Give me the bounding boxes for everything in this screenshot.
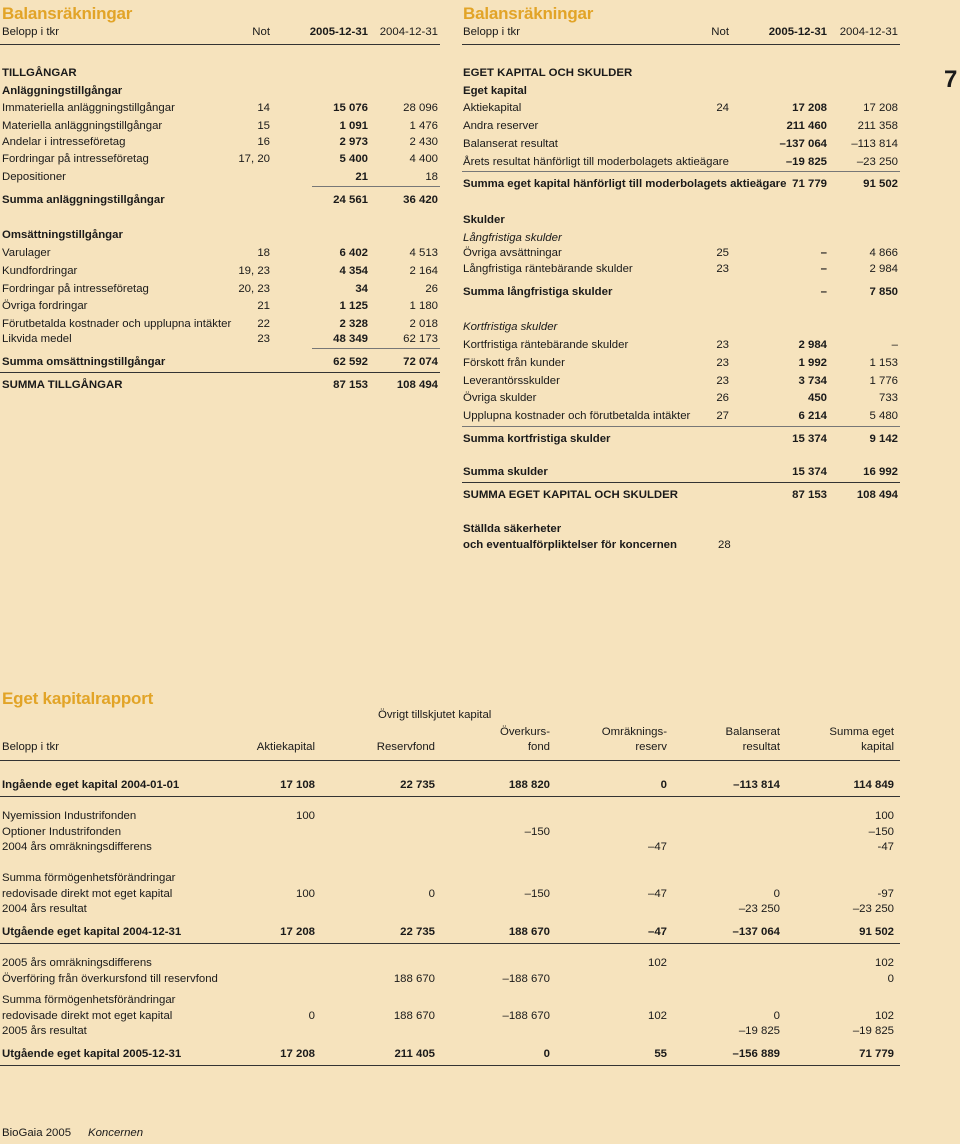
cell-omrakningsreserv: –47 [647, 841, 667, 853]
row-value-2004: 18 [425, 171, 438, 183]
cell-summa-eget-kapital: 114 849 [853, 779, 894, 791]
row-label: Aktiekapital [463, 102, 522, 114]
equity-rule-opening [0, 796, 900, 797]
row-value-2005: 2 328 [339, 318, 368, 330]
row-label: Övriga avsättningar [463, 247, 562, 259]
row-value-2005: 48 349 [333, 333, 368, 345]
balance-row [463, 320, 898, 335]
balance-row [2, 193, 438, 208]
equity-row-label: Optioner Industrifonden [2, 826, 122, 838]
equity-row-label: Utgående eget kapital 2005-12-31 [2, 1048, 182, 1060]
right-column-header [463, 25, 898, 40]
cell-aktiekapital: 17 108 [280, 779, 315, 791]
row-label: Summa eget kapital hänförligt till moderbolagets aktieägare [463, 178, 787, 190]
row-label: EGET KAPITAL OCH SKULDER [463, 67, 633, 79]
balance-row [463, 155, 898, 170]
equity-header-omrakning-1: Omräknings- [601, 726, 667, 738]
page-number: 7 [944, 66, 958, 93]
equity-header-reservfond: Reservfond [376, 741, 435, 753]
balance-row [463, 465, 898, 480]
balance-row [2, 66, 438, 81]
cell-aktiekapital: 17 208 [280, 1048, 315, 1060]
row-note: 14 [257, 102, 270, 114]
row-label: Summa långfristiga skulder [463, 286, 613, 298]
row-label: Materiella anläggningstillgångar [2, 120, 163, 132]
equity-row [0, 902, 896, 917]
cell-balanserat-resultat: 0 [773, 888, 780, 900]
row-value-2004: 2 018 [409, 318, 438, 330]
row-note: 15 [257, 120, 270, 132]
row-note: 23 [716, 263, 729, 275]
row-label: Varulager [2, 247, 51, 259]
right-title: Balansräkningar [463, 4, 594, 23]
equity-row [0, 972, 896, 987]
balance-row [2, 135, 438, 150]
row-value-2005: 6 214 [798, 410, 827, 422]
row-label: Anläggningstillgångar [2, 85, 123, 97]
row-value-2004: 9 142 [869, 433, 898, 445]
balance-row [2, 378, 438, 393]
row-value-2005: –19 825 [785, 156, 827, 168]
balance-row [463, 84, 898, 99]
row-value-2005: 15 374 [792, 433, 827, 445]
right-total-rule [462, 482, 900, 483]
cell-omrakningsreserv: 102 [647, 1010, 667, 1022]
equity-header-aktiekapital: Aktiekapital [256, 741, 315, 753]
row-value-2004: 16 992 [863, 466, 898, 478]
cell-reservfond: 211 405 [394, 1048, 435, 1060]
cell-balanserat-resultat: –156 889 [732, 1048, 780, 1060]
cell-summa-eget-kapital: -47 [877, 841, 894, 853]
equity-row [0, 871, 896, 886]
left-total-rule [0, 372, 440, 373]
balance-row [463, 262, 898, 277]
row-value-2005: 34 [355, 283, 368, 295]
row-value-2005: 62 592 [333, 356, 368, 368]
row-value-2004: 108 494 [856, 489, 898, 501]
equity-header-rule [0, 760, 900, 761]
row-value-2005: 3 734 [798, 375, 827, 387]
balance-row [463, 432, 898, 447]
row-label: Summa kortfristiga skulder [463, 433, 611, 445]
equity-row-label: Överföring från överkursfond till reservfond [2, 973, 218, 985]
row-value-2005: 2 973 [339, 136, 368, 148]
balance-row [2, 119, 438, 134]
row-label: Kortfristiga skulder [463, 321, 558, 333]
row-value-2004: 108 494 [396, 379, 438, 391]
row-label: Fordringar på intresseföretag [2, 283, 149, 295]
balance-row [463, 409, 898, 424]
row-value-2005: 17 208 [792, 102, 827, 114]
equity-row [0, 1047, 896, 1062]
cell-balanserat-resultat: 0 [773, 1010, 780, 1022]
equity-row [0, 993, 896, 1008]
balance-row [463, 285, 898, 300]
equity-row [0, 956, 896, 971]
equity-row-label: 2005 års omräkningsdifferens [2, 957, 152, 969]
cell-summa-eget-kapital: -97 [877, 888, 894, 900]
equity-row-label: Nyemission Industrifonden [2, 810, 137, 822]
cell-overkursfond: 188 670 [508, 926, 550, 938]
cell-reservfond: 22 735 [400, 926, 435, 938]
cell-balanserat-resultat: –113 814 [733, 779, 780, 791]
row-value-2004: 72 074 [403, 356, 438, 368]
balance-row [463, 356, 898, 371]
row-label: Balanserat resultat [463, 138, 558, 150]
balance-row [463, 66, 898, 81]
equity-header-overkurs-1: Överkurs- [500, 726, 550, 738]
row-value-2005: – [820, 286, 827, 298]
cell-reservfond: 0 [428, 888, 435, 900]
row-value-2005: 2 984 [798, 339, 827, 351]
balance-row [2, 317, 438, 332]
row-note: 19, 23 [238, 265, 270, 277]
right-header-rule [462, 44, 900, 45]
cell-summa-eget-kapital: –23 250 [852, 903, 894, 915]
equity-header-balanserat-2: resultat [742, 741, 780, 753]
balance-row [2, 264, 438, 279]
row-value-2005: 1 125 [339, 300, 368, 312]
right-header-2004: 2004-12-31 [839, 26, 898, 38]
equity-row-label: 2005 års resultat [2, 1025, 87, 1037]
cell-overkursfond: –188 670 [502, 1010, 550, 1022]
equity-row-label: 2004 års resultat [2, 903, 87, 915]
row-value-2004: 2 430 [409, 136, 438, 148]
pledged-note: 28 [718, 539, 731, 551]
cell-reservfond: 22 735 [400, 779, 435, 791]
row-label: Kundfordringar [2, 265, 78, 277]
row-value-2004: –23 250 [856, 156, 898, 168]
cell-overkursfond: 188 820 [508, 779, 550, 791]
balance-row [463, 488, 898, 503]
row-note: 26 [716, 392, 729, 404]
row-label: Kortfristiga räntebärande skulder [463, 339, 629, 351]
balance-row [2, 84, 438, 99]
balance-row [463, 246, 898, 261]
row-label: Summa skulder [463, 466, 548, 478]
equity-rule-2005 [0, 1065, 900, 1066]
row-note: 24 [716, 102, 729, 114]
row-note: 23 [716, 375, 729, 387]
row-label: Summa omsättningstillgångar [2, 356, 166, 368]
row-label: Immateriella anläggningstillgångar [2, 102, 175, 114]
balance-row [463, 231, 898, 246]
cell-overkursfond: –150 [524, 888, 550, 900]
row-value-2004: 211 358 [857, 120, 898, 132]
left-header-label: Belopp i tkr [2, 26, 59, 38]
right-header-not: Not [711, 26, 729, 38]
right-subtotal-rule-2 [462, 426, 900, 427]
row-label: Eget kapital [463, 85, 527, 97]
row-label: Övriga fordringar [2, 300, 88, 312]
row-value-2004: 2 984 [869, 263, 898, 275]
row-label: Årets resultat hänförligt till moderbolagets aktieägare [463, 156, 729, 168]
left-header-2005: 2005-12-31 [309, 26, 368, 38]
cell-summa-eget-kapital: 71 779 [859, 1048, 894, 1060]
cell-omrakningsreserv: –47 [647, 926, 667, 938]
cell-overkursfond: –188 670 [502, 973, 550, 985]
equity-header-balanserat-1: Balanserat [725, 726, 780, 738]
row-label: SUMMA TILLGÅNGAR [2, 379, 123, 391]
equity-row-label: redovisade direkt mot eget kapital [2, 888, 173, 900]
row-label: Likvida medel [2, 333, 72, 345]
cell-summa-eget-kapital: –19 825 [852, 1025, 894, 1037]
row-label: Omsättningstillgångar [2, 229, 123, 241]
cell-balanserat-resultat: –137 064 [732, 926, 780, 938]
row-note: 16 [257, 136, 270, 148]
equity-header-line1 [0, 725, 896, 740]
row-label: TILLGÅNGAR [2, 67, 77, 79]
row-label: Långfristiga skulder [463, 232, 562, 244]
row-note: 21 [257, 300, 270, 312]
cell-reservfond: 188 670 [393, 973, 435, 985]
row-value-2004: 26 [425, 283, 438, 295]
row-note: 27 [716, 410, 729, 422]
equity-header-line2 [0, 740, 896, 755]
row-value-2004: 733 [878, 392, 898, 404]
row-label: Förskott från kunder [463, 357, 565, 369]
row-value-2004: 28 096 [403, 102, 438, 114]
left-subtotal-rule-2 [312, 348, 440, 349]
cell-summa-eget-kapital: 100 [874, 810, 894, 822]
row-label: Förutbetalda kostnader och upplupna intäkter [2, 318, 232, 330]
balance-row [2, 332, 438, 347]
equity-row [0, 1024, 896, 1039]
right-header-label: Belopp i tkr [463, 26, 520, 38]
equity-row [0, 1009, 896, 1024]
balance-row [463, 177, 898, 192]
row-value-2005: 1 091 [339, 120, 368, 132]
row-label: Skulder [463, 214, 505, 226]
left-subtotal-rule-1 [312, 186, 440, 187]
row-note: 23 [257, 333, 270, 345]
row-note: 23 [716, 357, 729, 369]
equity-row-label: Ingående eget kapital 2004-01-01 [2, 779, 180, 791]
cell-omrakningsreserv: 102 [647, 957, 667, 969]
cell-aktiekapital: 100 [295, 810, 315, 822]
row-value-2005: 21 [355, 171, 368, 183]
row-value-2004: 17 208 [863, 102, 898, 114]
equity-row-label: Summa förmögenhetsförändringar [2, 994, 176, 1006]
row-value-2004: –113 814 [851, 138, 898, 150]
balance-row [2, 355, 438, 370]
equity-header-label: Belopp i tkr [2, 741, 59, 753]
left-header-rule [0, 44, 440, 45]
equity-row [0, 887, 896, 902]
row-note: 18 [257, 247, 270, 259]
row-value-2005: 211 460 [786, 120, 827, 132]
row-note: 23 [716, 339, 729, 351]
equity-header-overkurs-2: fond [527, 741, 550, 753]
row-value-2004: 1 776 [869, 375, 898, 387]
row-value-2004: – [891, 339, 898, 351]
row-label: Depositioner [2, 171, 66, 183]
cell-omrakningsreserv: 0 [660, 779, 667, 791]
row-value-2005: – [820, 247, 827, 259]
balance-row [2, 170, 438, 185]
equity-row [0, 809, 896, 824]
cell-summa-eget-kapital: 0 [887, 973, 894, 985]
row-value-2005: 1 992 [798, 357, 827, 369]
pledged-label-line2: och eventualförpliktelser för koncernen [463, 539, 677, 551]
row-value-2004: 5 480 [869, 410, 898, 422]
balance-row [2, 282, 438, 297]
row-label: Fordringar på intresseföretag [2, 153, 149, 165]
row-value-2005: 71 779 [792, 178, 827, 190]
row-value-2005: 15 076 [333, 102, 368, 114]
row-label: Övriga skulder [463, 392, 537, 404]
row-note: 20, 23 [238, 283, 270, 295]
row-label: Andelar i intresseföretag [2, 136, 126, 148]
cell-balanserat-resultat: –23 250 [738, 903, 780, 915]
balance-row [2, 152, 438, 167]
row-label: Andra reserver [463, 120, 539, 132]
cell-omrakningsreserv: –47 [647, 888, 667, 900]
cell-overkursfond: –150 [524, 826, 550, 838]
equity-row-label: Utgående eget kapital 2004-12-31 [2, 926, 182, 938]
row-value-2004: 7 850 [869, 286, 898, 298]
row-value-2005: 450 [807, 392, 827, 404]
equity-rule-2004 [0, 943, 900, 944]
row-value-2005: 6 402 [339, 247, 368, 259]
cell-summa-eget-kapital: 102 [874, 1010, 894, 1022]
left-column-header [2, 25, 438, 40]
row-value-2004: 62 173 [403, 333, 438, 345]
balance-row [2, 299, 438, 314]
row-label: Upplupna kostnader och förutbetalda intäkter [463, 410, 691, 422]
row-value-2005: 24 561 [333, 194, 368, 206]
row-value-2005: 87 153 [792, 489, 827, 501]
row-value-2004: 2 164 [409, 265, 438, 277]
row-note: 25 [716, 247, 729, 259]
equity-row [0, 778, 896, 793]
row-label: Summa anläggningstillgångar [2, 194, 165, 206]
balance-row [463, 213, 898, 228]
cell-aktiekapital: 100 [295, 888, 315, 900]
row-value-2004: 4 866 [869, 247, 898, 259]
balance-row [463, 374, 898, 389]
row-value-2004: 91 502 [863, 178, 898, 190]
equity-row-label: 2004 års omräkningsdifferens [2, 841, 152, 853]
balance-row [2, 228, 438, 243]
cell-summa-eget-kapital: 102 [874, 957, 894, 969]
row-value-2004: 1 180 [409, 300, 438, 312]
equity-row [0, 825, 896, 840]
row-note: 17, 20 [238, 153, 270, 165]
equity-row [0, 840, 896, 855]
cell-reservfond: 188 670 [393, 1010, 435, 1022]
row-value-2004: 36 420 [403, 194, 438, 206]
balance-row [463, 119, 898, 134]
equity-group-header: Övrigt tillskjutet kapital [378, 709, 492, 721]
balance-row [463, 391, 898, 406]
balance-row [463, 101, 898, 116]
row-value-2005: – [820, 263, 827, 275]
left-header-not: Not [252, 26, 270, 38]
footer-section: Koncernen [88, 1127, 144, 1139]
row-value-2004: 1 476 [409, 120, 438, 132]
row-value-2005: –137 064 [779, 138, 827, 150]
equity-header-omrakning-2: reserv [635, 741, 667, 753]
row-value-2004: 4 513 [409, 247, 438, 259]
cell-summa-eget-kapital: 91 502 [859, 926, 894, 938]
row-value-2004: 4 400 [409, 153, 438, 165]
right-subtotal-rule-1 [462, 171, 900, 172]
balance-row [2, 246, 438, 261]
row-label: Leverantörsskulder [463, 375, 560, 387]
row-value-2005: 87 153 [333, 379, 368, 391]
cell-aktiekapital: 17 208 [280, 926, 315, 938]
cell-overkursfond: 0 [543, 1048, 550, 1060]
equity-row-label: redovisade direkt mot eget kapital [2, 1010, 173, 1022]
balance-row [463, 137, 898, 152]
row-value-2005: 15 374 [792, 466, 827, 478]
footer-company: BioGaia 2005 [2, 1127, 72, 1139]
cell-summa-eget-kapital: –150 [868, 826, 894, 838]
equity-header-summa-1: Summa eget [829, 726, 894, 738]
cell-aktiekapital: 0 [308, 1010, 315, 1022]
equity-row-label: Summa förmögenhetsförändringar [2, 872, 176, 884]
cell-balanserat-resultat: –19 825 [738, 1025, 780, 1037]
row-value-2005: 5 400 [339, 153, 368, 165]
cell-omrakningsreserv: 55 [654, 1048, 667, 1060]
left-header-2004: 2004-12-31 [379, 26, 438, 38]
balance-row [2, 101, 438, 116]
equity-row [0, 925, 896, 940]
equity-header-summa-2: kapital [861, 741, 894, 753]
left-title: Balansräkningar [2, 4, 133, 23]
row-label: SUMMA EGET KAPITAL OCH SKULDER [463, 489, 678, 501]
row-value-2005: 4 354 [339, 265, 368, 277]
balance-row [463, 338, 898, 353]
row-value-2004: 1 153 [869, 357, 898, 369]
equity-title: Eget kapitalrapport [2, 689, 154, 708]
right-header-2005: 2005-12-31 [768, 26, 827, 38]
row-label: Långfristiga räntebärande skulder [463, 263, 633, 275]
row-note: 22 [257, 318, 270, 330]
pledged-label-line1: Ställda säkerheter [463, 523, 562, 535]
